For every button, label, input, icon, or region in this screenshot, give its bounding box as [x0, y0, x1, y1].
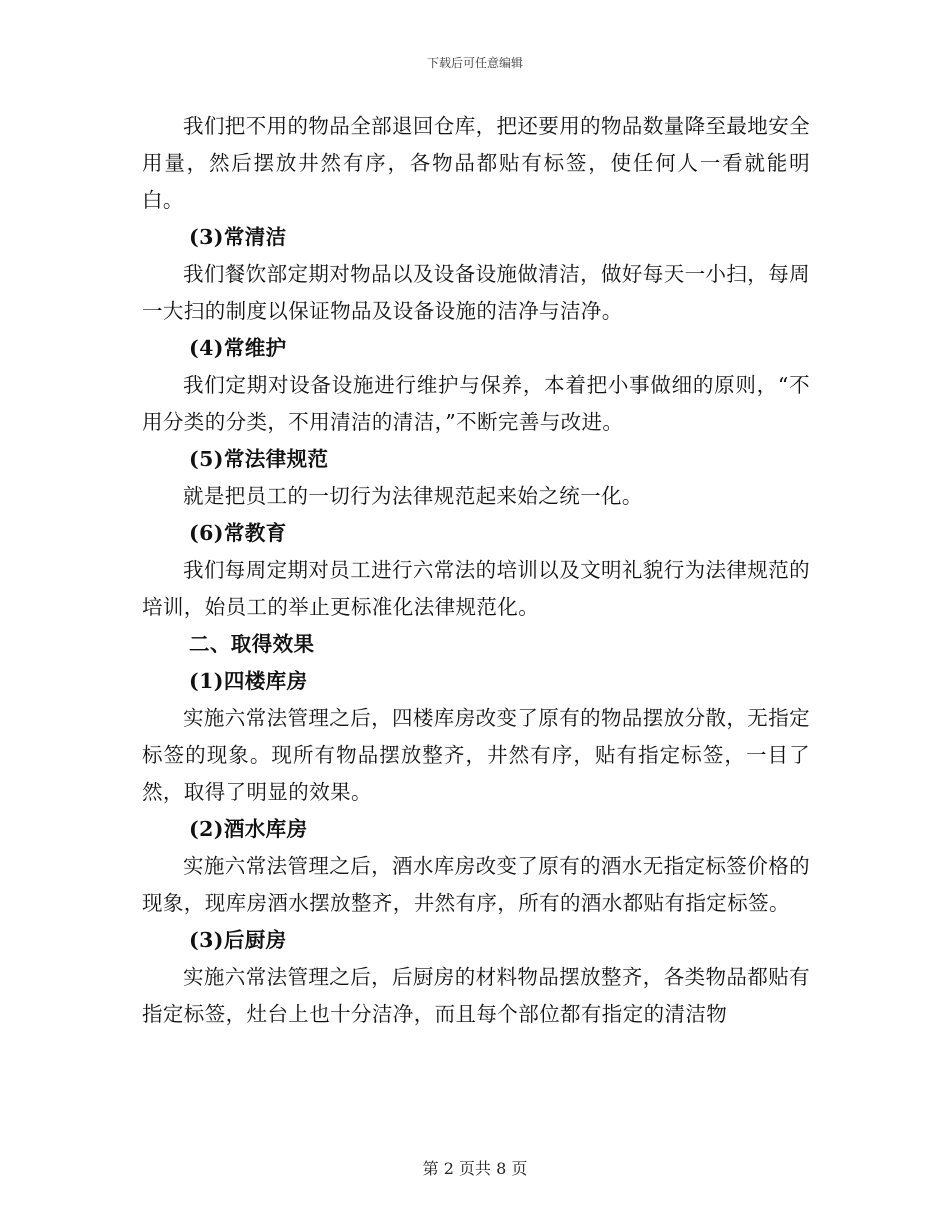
paragraph: 我们每周定期对员工进行六常法的培训以及文明礼貌行为法律规范的培训，始员工的举止更标准化法律规范化。 — [142, 558, 810, 619]
paragraph: 实施六常法管理之后，四楼库房改变了原有的物品摆放分散，无指定标签的现象。现所有物品摆放整齐，井然有序，贴有指定标签，一目了然，取得了明显的效果。 — [142, 706, 810, 804]
section-heading: (3)常清洁 — [189, 225, 287, 249]
section-heading: (6)常教育 — [189, 521, 287, 545]
section-heading: (3)后厨房 — [189, 928, 287, 952]
page-header-note: 下载后可任意编辑 — [426, 56, 523, 70]
section-heading: (5)常法律规范 — [189, 447, 329, 471]
paragraph: 实施六常法管理之后，后厨房的材料物品摆放整齐，各类物品都贴有指定标签，灶台上也十分洁净，而且每个部位都有指定的清洁物 — [142, 965, 810, 1026]
section-heading: (1)四楼库房 — [189, 669, 308, 693]
paragraph: 就是把员工的一切行为法律规范起来始之统一化。 — [183, 484, 643, 508]
section-heading: (4)常维护 — [189, 336, 287, 360]
paragraph: 我们定期对设备设施进行维护与保养，本着把小事做细的原则，“不用分类的分类，不用清洁的清洁，”不断完善与改进。 — [142, 373, 810, 434]
paragraph: 我们餐饮部定期对物品以及设备设施做清洁，做好每天一小扫，每周一大扫的制度以保证物品及设备设施的洁净与洁净。 — [142, 262, 810, 323]
paragraph: 我们把不用的物品全部退回仓库，把还要用的物品数量降至最地安全用量，然后摆放井然有序，各物品都贴有标签，使任何人一看就能明白。 — [142, 114, 810, 212]
page-number: 第 2 页共 8 页 — [422, 1159, 528, 1178]
section-heading: 二、取得效果 — [189, 632, 315, 656]
document-body — [142, 108, 810, 1033]
paragraph: 实施六常法管理之后，酒水库房改变了原有的酒水无指定标签价格的现象，现库房酒水摆放整齐，井然有序，所有的酒水都贴有指定标签。 — [142, 854, 810, 915]
section-heading: (2)酒水库房 — [189, 817, 308, 841]
